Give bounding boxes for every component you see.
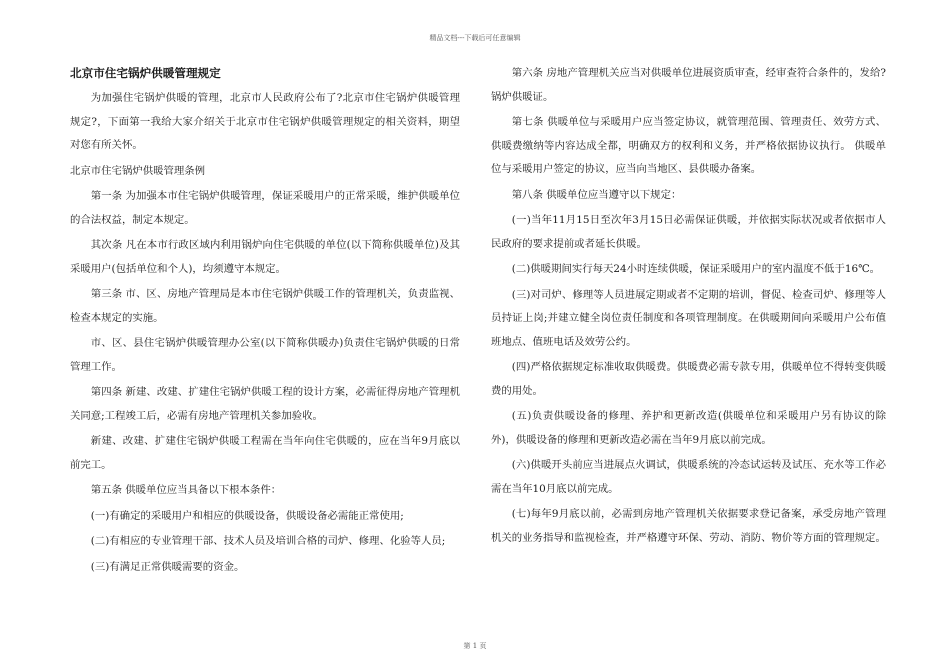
paragraph: (五)负责供暖设备的修理、养护和更新改造(供暖单位和采暖用户另有协议的除外)，供暖设备的修理和更新改造必需在当年9月底以前完成。 <box>491 410 886 446</box>
left-paragraphs <box>70 87 460 579</box>
paragraph: (六)供暖开头前应当进展点火调试，供暖系统的冷态试运转及试压、充水等工作必需在当年10月底以前完成。 <box>491 459 886 495</box>
document-title: 北京市住宅锅炉供暖管理规定 <box>70 66 221 80</box>
paragraph: 第七条 供暖单位与采暖用户应当签定协议，就管理范围、管理责任、效劳方式、供暖费缴纳等内容达成全都，明确双方的权利和义务，并严格依据协议执行。 供暖单位与采暖用户签定的协议，应当向当地区、县供暖办备案。 <box>491 116 886 175</box>
paragraph: 第三条 市、区、房地产管理局是本市住宅锅炉供暖工作的管理机关，负责监视、检查本规定的实施。 <box>70 288 460 324</box>
paragraph: (二)供暖期间实行每天24小时连续供暖，保证采暖用户的室内温度不低于16℃。 <box>511 263 881 275</box>
paragraph: 第六条 房地产管理机关应当对供暖单位进展资质审查，经审查符合条件的，发给?锅炉供暖证。 <box>491 67 886 103</box>
paragraph: 第四条 新建、改建、扩建住宅锅炉供暖工程的设计方案，必需征得房地产管理机关同意;工程竣工后，必需有房地产管理机关参加验收。 <box>70 386 460 422</box>
paragraph: 第八条 供暖单位应当遵守以下规定： <box>511 188 682 201</box>
paragraph: 新建、改建、扩建住宅锅炉供暖工程需在当年向住宅供暖的，应在当年9月底以前完工。 <box>70 435 460 471</box>
paragraph: 其次条 凡在本市行政区域内利用锅炉向住宅供暖的单位(以下简称供暖单位)及其采暖用户(包括单位和个人)，均须遵守本规定。 <box>70 239 460 275</box>
page-header-note: 精品文档---下载后可任意编辑 <box>429 34 521 42</box>
paragraph: 市、区、县住宅锅炉供暖管理办公室(以下简称供暖办)负责住宅锅炉供暖的日常管理工作。 <box>70 337 460 373</box>
paragraph: (七)每年9月底以前，必需到房地产管理机关依据要求登记备案，承受房地产管理机关的业务指导和监视检查，并严格遵守环保、劳动、消防、物价等方面的管理规定。 <box>491 508 886 544</box>
paragraph: 为加强住宅锅炉供暖的管理，北京市人民政府公布了?北京市住宅锅炉供暖管理规定?，下面第一我给大家介绍关于北京市住宅锅炉供暖管理规定的相关资料，期望对您有所关怀。 <box>70 92 460 151</box>
paragraph: 第一条 为加强本市住宅锅炉供暖管理，保证采暖用户的正常采暖，维护供暖单位的合法权益，制定本规定。 <box>70 190 460 226</box>
paragraph: (一)当年11月15日至次年3月15日必需保证供暖，并依据实际状况或者依据市人民政府的要求提前或者延长供暖。 <box>491 214 886 250</box>
paragraph: 第五条 供暖单位应当具备以下根本条件： <box>90 484 282 496</box>
paragraph: (三)有满足正常供暖需要的资金。 <box>90 560 245 573</box>
paragraph: (四)严格依据规定标准收取供暖费。供暖费必需专款专用，供暖单位不得转变供暖费的用处。 <box>491 361 886 397</box>
left-column <box>70 62 460 581</box>
page-number: 第 1 页 <box>463 642 487 650</box>
paragraph: (三)对司炉、修理等人员进展定期或者不定期的培训，督促、检查司炉、修理等人员持证上岗;并建立健全岗位责任制度和各项管理制度。在供暖期间向采暖用户公布值班地点、值班电话及效劳公约。 <box>491 288 886 348</box>
paragraph: (一)有确定的采暖用户和相应的供暖设备，供暖设备必需能正常使用; <box>90 509 404 522</box>
paragraph: (二)有相应的专业管理干部、技术人员及培训合格的司炉、修理、化验等人员; <box>90 535 446 547</box>
paragraph: 北京市住宅锅炉供暖管理条例 <box>70 164 206 177</box>
right-column <box>491 62 886 552</box>
right-paragraphs <box>491 62 886 550</box>
